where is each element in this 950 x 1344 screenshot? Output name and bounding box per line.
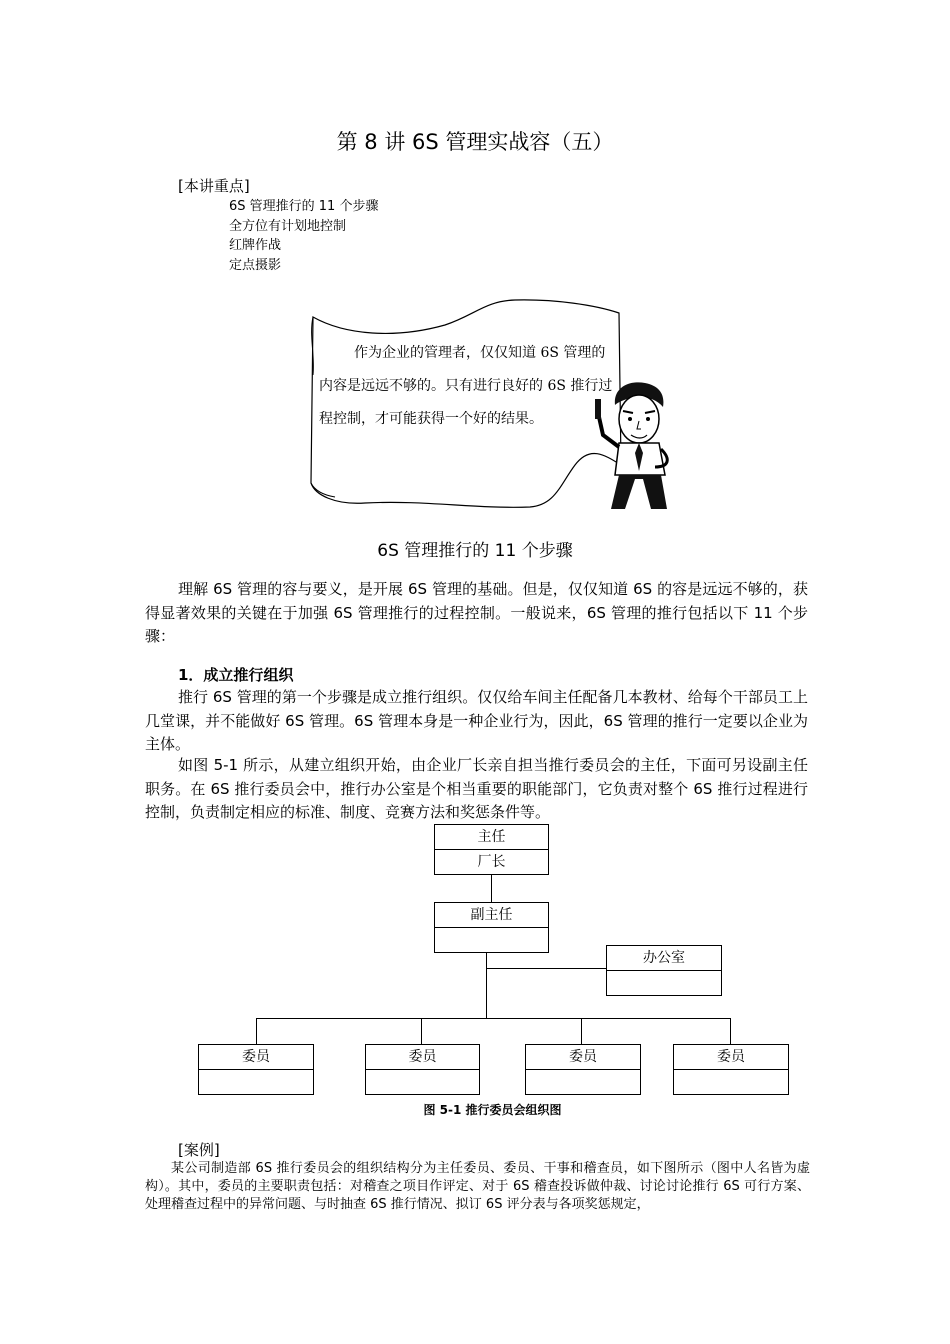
org-label-member: 委员 [569, 1049, 597, 1065]
case-header: [案例] [178, 1141, 220, 1159]
key-point-item: 6S 管理推行的 11 个步骤 [229, 199, 379, 214]
org-box-office [606, 945, 722, 996]
figure-caption: 图 5-1 推行委员会组织图 [423, 1103, 562, 1117]
org-label-member: 委员 [408, 1049, 437, 1065]
org-label-factory-head: 厂长 [435, 849, 548, 874]
org-label-director: 主任 [477, 829, 506, 845]
org-label-member: 委员 [717, 1049, 745, 1065]
key-point-item: 全方位有计划地控制 [229, 218, 347, 234]
org-box-member [525, 1044, 641, 1095]
key-point-item: 定点摄影 [229, 257, 282, 273]
page-title: 第 8 讲 6S 管理实战容（五） [336, 130, 614, 154]
step-heading: 1．成立推行组织 [178, 666, 294, 684]
org-label-office: 办公室 [643, 950, 685, 966]
org-box-member [198, 1044, 314, 1095]
speech-text: 作为企业的管理者，仅仅知道 6S 管理的内容是远远不够的。只有进行良好的 6S 推行过程控制，才可能获得一个好的结果。 [319, 345, 613, 427]
org-box-member [365, 1044, 480, 1095]
key-points-header: [本讲重点] [178, 177, 250, 195]
case-paragraph: 某公司制造部 6S 推行委员会的组织结构分为主任委员、委员、干事和稽查员，如下图所示（图中人名皆为虚构）。其中，委员的主要职责包括：对稽查之项目作评定、对于 6S 稽查投诉做仲裁、讨论讨论推行 6S 可行方案、处理稽查过程中的异常问题、与时抽查 6S 推行情况、拟订 6S 评分表与各项奖惩规定， [145, 1161, 810, 1212]
org-label-vice-director: 副主任 [470, 907, 513, 923]
org-box-director [434, 824, 549, 875]
org-label-member: 委员 [242, 1049, 270, 1065]
step-paragraph: 如图 5-1 所示，从建立组织开始，由企业厂长亲自担当推行委员会的主任，下面可另设副主任职务。在 6S 推行委员会中，推行办公室是个相当重要的职能部门，它负责对整个 6S 推行过程进行控制，负责制定相应的标准、制度、竞赛方法和奖惩条件等。 [145, 756, 808, 821]
key-points-list [229, 197, 378, 275]
section-heading: 6S 管理推行的 11 个步骤 [377, 541, 573, 561]
manager-cartoon-icon [585, 375, 680, 515]
key-point-item: 红牌作战 [229, 238, 282, 253]
org-box-member [673, 1044, 789, 1095]
org-box-vice-director [434, 902, 549, 953]
intro-paragraph: 理解 6S 管理的容与要义，是开展 6S 管理的基础。但是，仅仅知道 6S 的容是远远不够的，获得显著效果的关键在于加强 6S 管理推行的过程控制。一般说来，6S 管理的推行包括以下 11 个步骤： [145, 580, 808, 645]
step-paragraph: 推行 6S 管理的第一个步骤是成立推行组织。仅仅给车间主任配备几本教材、给每个干部员工上几堂课，并不能做好 6S 管理。6S 管理本身是一种企业行为，因此，6S 管理的推行一定要以企业为主体。 [145, 688, 808, 753]
